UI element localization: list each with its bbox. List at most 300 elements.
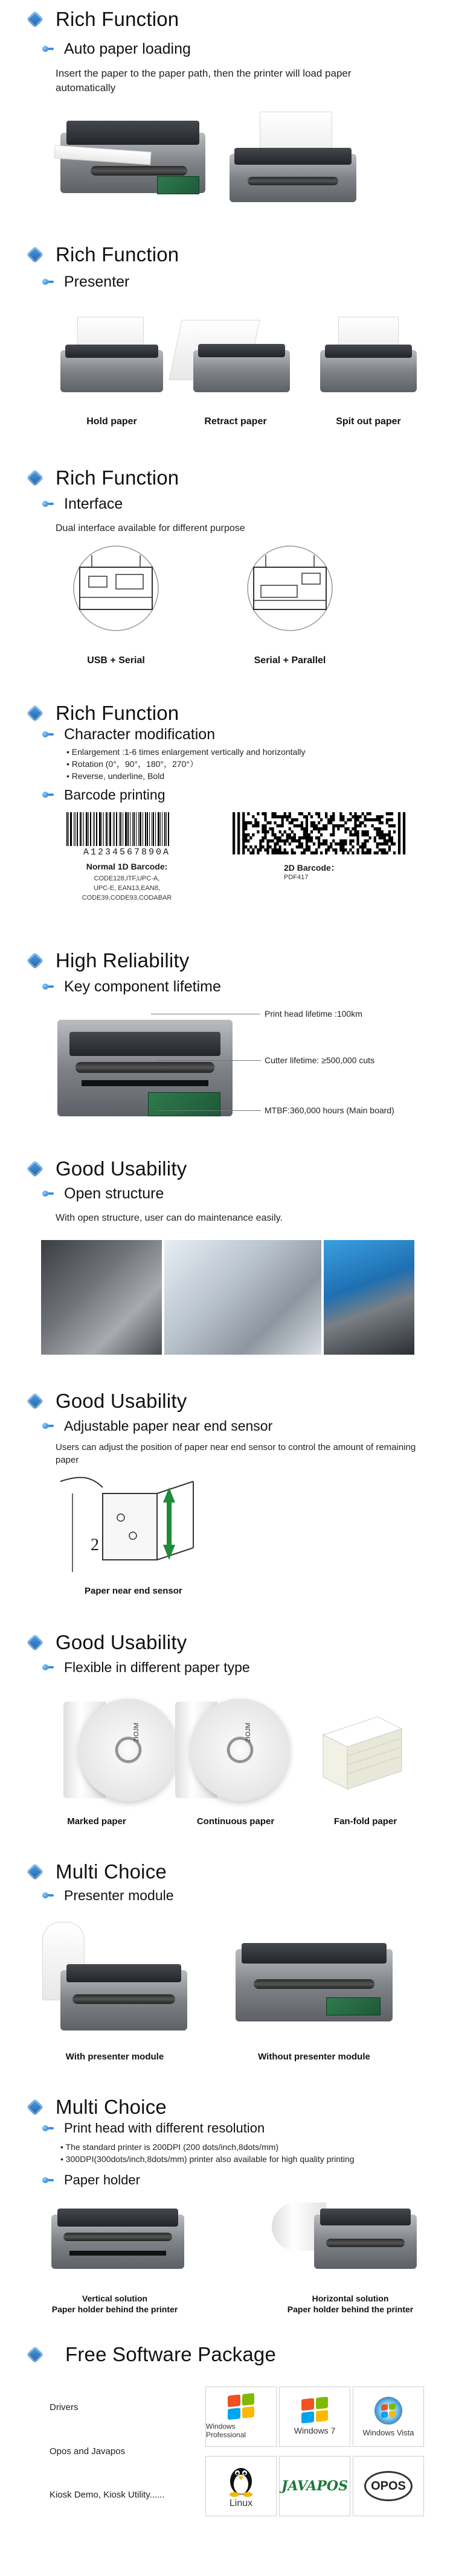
pdf417-module — [252, 851, 254, 854]
sub-bullet-icon — [42, 45, 51, 53]
pdf417-module — [367, 848, 369, 851]
section-description: Users can adjust the position of paper near end sensor to control the amount of remaining paper — [56, 1442, 416, 1465]
software-row-opos-javapos: Opos and Javapos — [50, 2446, 126, 2457]
pdf417-module — [313, 851, 315, 854]
printer-image-spit-out — [320, 317, 417, 401]
pdf417-module — [279, 845, 281, 848]
barcode-1d-types-line: CODE39,CODE93,CODABAR — [82, 894, 172, 902]
pdf417-module — [356, 815, 359, 818]
pdf417-module — [269, 845, 271, 848]
pdf417-module — [342, 815, 344, 818]
pdf417-module — [337, 827, 339, 830]
section-bullet-icon — [27, 1863, 43, 1880]
pdf417-module — [403, 818, 405, 821]
section-presenter-module — [0, 1852, 453, 2088]
pdf417-module — [361, 845, 364, 848]
pdf417-module — [233, 821, 235, 824]
pdf417-module — [361, 851, 364, 854]
sub-header — [42, 494, 123, 514]
pdf417-module — [369, 812, 371, 815]
section-header — [29, 2095, 167, 2119]
pdf417-module — [384, 842, 386, 845]
pdf417-module — [344, 839, 347, 842]
pdf417-module — [339, 815, 342, 818]
pdf417-module — [381, 833, 384, 836]
pdf417-module — [259, 848, 262, 851]
pdf417-module — [349, 818, 352, 821]
pdf417-module — [257, 824, 259, 827]
barcode-bar — [77, 812, 78, 846]
pdf417-module — [301, 842, 303, 845]
section-title: Rich Function — [56, 702, 179, 724]
pdf417-module — [330, 821, 332, 824]
callout-line — [157, 1060, 261, 1061]
pdf417-module — [325, 842, 327, 845]
pdf417-module — [325, 824, 327, 827]
pdf417-module — [384, 833, 386, 836]
logo-text: Windows Vista — [362, 2428, 414, 2437]
pdf417-module — [291, 851, 294, 854]
section-character-barcode — [0, 694, 453, 941]
pdf417-module — [367, 830, 369, 833]
pdf417-module — [388, 836, 391, 839]
pdf417-module — [391, 812, 393, 815]
pdf417-module — [344, 848, 347, 851]
pdf417-module — [271, 830, 274, 833]
pdf417-module — [242, 821, 245, 824]
printer-image-retract — [175, 314, 290, 404]
section-title: Good Usability — [56, 1631, 187, 1653]
pdf417-module — [339, 842, 342, 845]
pdf417-module — [320, 851, 323, 854]
interface-drawing-serial-parallel — [230, 543, 350, 634]
pdf417-module — [257, 812, 259, 815]
pdf417-module — [364, 824, 367, 827]
pdf417-module — [361, 812, 364, 815]
section-header — [29, 466, 179, 490]
caption-fanfold-paper: Fan-fold paper — [333, 1816, 397, 1827]
pdf417-module — [310, 851, 313, 854]
pdf417-module — [342, 848, 344, 851]
pdf417-module — [303, 836, 306, 839]
pdf417-module — [257, 821, 259, 824]
pdf417-module — [386, 839, 388, 842]
pdf417-module — [354, 830, 356, 833]
section-title: Free Software Package — [65, 2343, 277, 2365]
barcode-bar — [103, 812, 104, 846]
pdf417-module — [398, 839, 400, 842]
pdf417-module — [242, 833, 245, 836]
pdf417-module — [352, 815, 354, 818]
pdf417-module — [310, 830, 313, 833]
pdf417-module — [291, 818, 294, 821]
pdf417-module — [233, 827, 235, 830]
section-adjustable-sensor — [0, 1382, 453, 1623]
pdf417-module — [264, 830, 266, 833]
pdf417-module — [242, 812, 245, 815]
pdf417-module — [306, 815, 308, 818]
callout-mtbf: MTBF:360,000 hours (Main board) — [265, 1105, 394, 1115]
pdf417-module — [398, 818, 400, 821]
sub-header — [42, 1183, 164, 1204]
barcode-2d-type: PDF417 — [284, 874, 309, 881]
barcode-bar — [164, 812, 165, 846]
pdf417-module — [281, 815, 284, 818]
pdf417-module — [266, 845, 269, 848]
pdf417-module — [403, 833, 405, 836]
pdf417-module — [349, 833, 352, 836]
pdf417-module — [374, 827, 376, 830]
pdf417-module — [359, 815, 361, 818]
pdf417-module — [388, 812, 391, 815]
pdf417-module — [233, 812, 235, 815]
pdf417-module — [308, 848, 310, 851]
pdf417-module — [233, 833, 235, 836]
barcode-bar — [114, 812, 115, 846]
pdf417-module — [237, 839, 240, 842]
pdf417-module — [281, 824, 284, 827]
pdf417-module — [242, 830, 245, 833]
pdf417-module — [359, 821, 361, 824]
section-interface — [0, 459, 453, 694]
pdf417-module — [245, 821, 247, 824]
section-header — [29, 2342, 276, 2367]
pdf417-module — [403, 845, 405, 848]
pdf417-module — [277, 842, 279, 845]
pdf417-module — [289, 815, 291, 818]
pdf417-module — [403, 821, 405, 824]
caption-vertical-solution — [36, 2293, 193, 2315]
pdf417-module — [306, 842, 308, 845]
pdf417-module — [289, 821, 291, 824]
pdf417-module — [286, 851, 289, 854]
barcode-bar — [147, 812, 148, 846]
barcode-1d-text: A1234567890A — [83, 847, 171, 857]
pdf417-module — [249, 821, 252, 824]
pdf417-module — [332, 815, 335, 818]
pdf417-module — [269, 827, 271, 830]
barcode-2d-image — [233, 812, 408, 854]
linux-logo — [205, 2456, 277, 2516]
caption-usb-serial: USB + Serial — [87, 655, 145, 666]
pdf417-module — [279, 830, 281, 833]
pdf417-module — [376, 815, 379, 818]
pdf417-module — [303, 833, 306, 836]
pdf417-module — [254, 818, 257, 821]
caption-line: Paper holder behind the printer — [51, 2304, 178, 2314]
pdf417-module — [303, 848, 306, 851]
pdf417-module — [332, 830, 335, 833]
pdf417-module — [274, 836, 276, 839]
pdf417-module — [403, 830, 405, 833]
pdf417-module — [264, 812, 266, 815]
pdf417-module — [262, 836, 264, 839]
barcode-bar — [149, 812, 150, 846]
pdf417-module — [327, 848, 330, 851]
pdf417-module — [318, 827, 320, 830]
pdf417-module — [339, 824, 342, 827]
pdf417-module — [359, 824, 361, 827]
bullet-rotation-text: Rotation (0°，90°，180°，270°） — [71, 759, 198, 769]
pdf417-module — [274, 821, 276, 824]
barcode-1d-types-line: UPC-E, EAN13,EAN8, — [93, 885, 161, 892]
pdf417-module — [342, 839, 344, 842]
pdf417-module — [247, 821, 249, 824]
pdf417-module — [376, 827, 379, 830]
section-high-reliability — [0, 941, 453, 1146]
pdf417-module — [386, 833, 388, 836]
pdf417-module — [330, 833, 332, 836]
barcode-1d-types-line: CODE128,ITF,UPC-A, — [94, 875, 160, 882]
tux-icon — [226, 2463, 256, 2497]
pdf417-module — [403, 824, 405, 827]
pdf417-module — [339, 818, 342, 821]
sensor-drawing — [54, 1469, 211, 1578]
pdf417-module — [352, 851, 354, 854]
sub-title: Open structure — [64, 1185, 164, 1202]
pdf417-module — [266, 851, 269, 854]
pdf417-graphic — [233, 812, 408, 854]
pdf417-module — [279, 839, 281, 842]
pdf417-module — [313, 827, 315, 830]
sub-bullet-icon — [42, 982, 51, 991]
pdf417-module — [303, 827, 306, 830]
section-description: With open structure, user can do maintenance easily. — [56, 1213, 283, 1223]
caption-line: Horizontal solution — [312, 2294, 389, 2303]
pdf417-module — [320, 818, 323, 821]
pdf417-module — [237, 827, 240, 830]
bullet-300dpi-text: 300DPI(300dots/inch,8dots/mm) printer also available for high quality printing — [65, 2154, 355, 2164]
pdf417-module — [308, 839, 310, 842]
barcode-1d-types — [66, 874, 187, 903]
pdf417-module — [291, 839, 294, 842]
pdf417-module — [315, 851, 318, 854]
caption-sensor: Paper near end sensor — [85, 1586, 182, 1596]
pdf417-module — [403, 836, 405, 839]
pdf417-module — [315, 824, 318, 827]
barcode-bar — [90, 812, 91, 846]
pdf417-module — [286, 836, 289, 839]
pdf417-module — [398, 821, 400, 824]
barcode-bar — [166, 812, 167, 846]
pdf417-module — [301, 836, 303, 839]
pdf417-module — [391, 836, 393, 839]
barcode-bar — [96, 812, 97, 846]
pdf417-module — [303, 815, 306, 818]
pdf417-module — [294, 851, 296, 854]
pdf417-module — [354, 827, 356, 830]
logo-text: OPOS — [364, 2471, 413, 2501]
pdf417-module — [354, 824, 356, 827]
pdf417-module — [296, 824, 298, 827]
pdf417-module — [323, 824, 325, 827]
sub-bullet-icon — [42, 1422, 51, 1430]
pdf417-module — [349, 839, 352, 842]
caption-hold-paper: Hold paper — [86, 416, 137, 427]
pdf417-module — [337, 824, 339, 827]
pdf417-module — [277, 815, 279, 818]
pdf417-module — [284, 848, 286, 851]
pdf417-module — [398, 845, 400, 848]
pdf417-module — [264, 815, 266, 818]
bullet-200dpi-text: The standard printer is 200DPI (200 dots/inch,8dots/mm) — [65, 2142, 279, 2152]
pdf417-module — [233, 845, 235, 848]
pdf417-module — [332, 824, 335, 827]
pdf417-module — [308, 845, 310, 848]
pdf417-module — [310, 821, 313, 824]
pdf417-module — [237, 848, 240, 851]
caption-horizontal-solution — [272, 2293, 429, 2315]
pdf417-module — [306, 821, 308, 824]
pdf417-module — [308, 836, 310, 839]
pdf417-module — [393, 824, 396, 827]
barcode-bar — [145, 812, 146, 846]
pdf417-module — [266, 839, 269, 842]
pdf417-module — [332, 848, 335, 851]
section-title: Multi Choice — [56, 1860, 167, 1883]
pdf417-module — [364, 818, 367, 821]
pdf417-module — [262, 830, 264, 833]
pdf417-module — [284, 842, 286, 845]
pdf417-module — [237, 836, 240, 839]
callout-cutter: Cutter lifetime: ≥500,000 cuts — [265, 1055, 374, 1065]
section-resolution-paper-holder — [0, 2088, 453, 2335]
sub-bullet-icon — [42, 1891, 51, 1900]
pdf417-module — [301, 845, 303, 848]
pdf417-module — [245, 836, 247, 839]
barcode-bar — [70, 812, 72, 846]
sub-header-paper-holder — [42, 2170, 140, 2190]
pdf417-module — [361, 821, 364, 824]
pdf417-module — [384, 851, 386, 854]
windows-vista-logo — [353, 2387, 424, 2447]
barcode-bar — [136, 812, 137, 846]
pdf417-module — [369, 836, 371, 839]
fanfold-paper-image — [311, 1711, 408, 1795]
pdf417-module — [277, 836, 279, 839]
pdf417-module — [252, 815, 254, 818]
pdf417-module — [344, 830, 347, 833]
pdf417-module — [259, 839, 262, 842]
caption-line: Vertical solution — [82, 2294, 148, 2303]
pdf417-module — [374, 839, 376, 842]
pdf417-module — [379, 827, 381, 830]
pdf417-module — [242, 824, 245, 827]
caption-marked-paper: Marked paper — [67, 1816, 126, 1827]
pdf417-module — [247, 812, 249, 815]
pdf417-module — [379, 848, 381, 851]
barcode-bar — [75, 812, 76, 846]
pdf417-module — [233, 851, 235, 854]
pdf417-module — [393, 842, 396, 845]
pdf417-module — [352, 839, 354, 842]
pdf417-module — [233, 815, 235, 818]
caption-with-presenter: With presenter module — [65, 2052, 164, 2062]
sub-header — [42, 1885, 174, 1906]
pdf417-module — [284, 851, 286, 854]
pdf417-module — [381, 821, 384, 824]
pdf417-module — [286, 818, 289, 821]
pdf417-module — [364, 851, 367, 854]
pdf417-module — [289, 842, 291, 845]
pdf417-module — [403, 851, 405, 854]
section-description: Dual interface available for different purpose — [56, 523, 245, 533]
pdf417-module — [374, 818, 376, 821]
windows-professional-logo — [205, 2387, 277, 2447]
section-title: Rich Function — [56, 8, 179, 30]
pdf417-module — [279, 824, 281, 827]
pdf417-module — [354, 812, 356, 815]
pdf417-module — [367, 818, 369, 821]
printer-image-horizontal-holder — [272, 2190, 417, 2287]
pdf417-module — [403, 812, 405, 815]
pdf417-module — [313, 824, 315, 827]
barcode-1d-title: Normal 1D Barcode: — [86, 862, 168, 871]
section-bullet-icon — [27, 2346, 43, 2363]
sub-header — [42, 1416, 272, 1436]
pdf417-module — [291, 821, 294, 824]
pdf417-module — [262, 824, 264, 827]
barcode-bar — [140, 812, 141, 846]
section-presenter — [0, 235, 453, 459]
pdf417-module — [388, 848, 391, 851]
pdf417-module — [356, 830, 359, 833]
pdf417-module — [271, 839, 274, 842]
pdf417-module — [367, 839, 369, 842]
pdf417-module — [310, 824, 313, 827]
section-header — [29, 7, 179, 31]
pdf417-module — [249, 851, 252, 854]
pdf417-module — [294, 839, 296, 842]
section-title: High Reliability — [56, 949, 190, 972]
bullet-enlargement-text: Enlargement :1-6 times enlargement vertically and horizontally — [71, 747, 306, 757]
pdf417-module — [318, 839, 320, 842]
pdf417-module — [298, 845, 301, 848]
pdf417-module — [242, 827, 245, 830]
pdf417-module — [356, 839, 359, 842]
pdf417-module — [391, 839, 393, 842]
pdf417-module — [320, 827, 323, 830]
windows-flag-icon — [301, 2397, 328, 2424]
sub-bullet-icon — [42, 500, 51, 508]
pdf417-module — [403, 848, 405, 851]
pdf417-module — [384, 848, 386, 851]
pdf417-module — [306, 833, 308, 836]
pdf417-module — [356, 842, 359, 845]
pdf417-module — [381, 848, 384, 851]
open-structure-photo-3 — [324, 1240, 414, 1355]
pdf417-module — [349, 848, 352, 851]
section-header — [29, 949, 189, 973]
barcode-bar — [93, 812, 94, 846]
pdf417-module — [310, 839, 313, 842]
sub-title-barcode: Barcode printing — [64, 786, 165, 803]
pdf417-module — [262, 845, 264, 848]
barcode-bar — [132, 812, 133, 846]
pdf417-module — [247, 848, 249, 851]
pdf417-module — [291, 848, 294, 851]
pdf417-module — [271, 851, 274, 854]
printer-image-without-presenter — [236, 1937, 393, 2040]
pdf417-module — [262, 812, 264, 815]
pdf417-module — [318, 845, 320, 848]
sub-title: Flexible in different paper type — [64, 1659, 250, 1675]
pdf417-module — [245, 839, 247, 842]
section-title: Rich Function — [56, 243, 179, 266]
section-header — [29, 243, 179, 267]
pdf417-module — [376, 818, 379, 821]
section-bullet-icon — [27, 11, 43, 28]
